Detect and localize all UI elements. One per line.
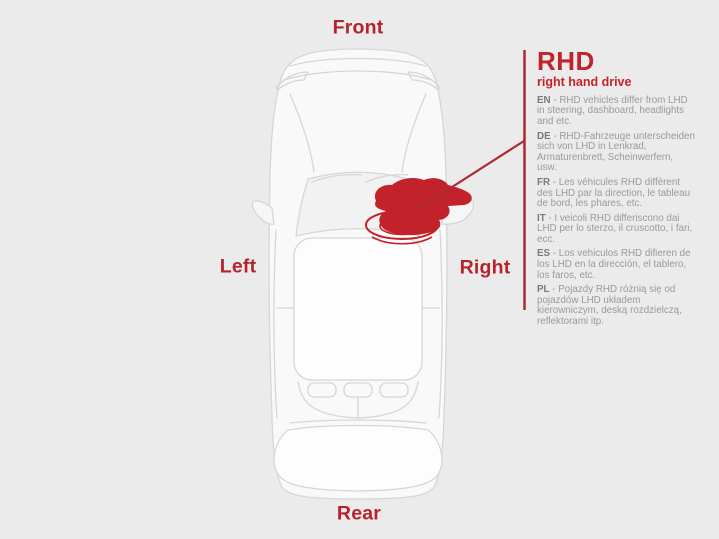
callout-title: RHD — [537, 46, 595, 76]
trunk-lid — [274, 426, 442, 492]
language-text: - Les véhicules RHD diffèrent des LHD par la direction, le tableau de bord, les phares, etc. — [537, 176, 691, 210]
language-entry — [537, 249, 695, 281]
car-top-view-diagram — [250, 46, 484, 504]
language-entry — [537, 178, 695, 210]
language-text: - RHD vehicles differ from LHD in steering, dashboard, headlights and etc. — [537, 94, 688, 127]
language-code: DE — [537, 130, 551, 142]
label-front: Front — [332, 16, 384, 39]
roof-panel — [294, 238, 422, 380]
language-entry — [537, 96, 695, 128]
label-rear: Rear — [336, 502, 382, 525]
language-entry — [537, 132, 695, 174]
label-left: Left — [219, 255, 257, 278]
rhd-callout-panel — [537, 48, 695, 332]
language-code: FR — [537, 176, 551, 188]
language-code: ES — [537, 248, 551, 260]
callout-subtitle: right hand drive — [537, 75, 632, 89]
language-text: - Los vehiculos RHD difieren de los LHD en la dirección, el tablero, los faros, etc. — [537, 248, 691, 281]
language-code: EN — [537, 94, 551, 106]
language-entry — [537, 214, 695, 246]
language-code: IT — [537, 212, 546, 224]
language-text: - Pojazdy RHD różnią się od pojazdów LHD układem kierowniczym, deską rozdzielczą, reflektorami itp. — [537, 284, 682, 328]
language-entry — [537, 285, 695, 327]
car-top-view-svg — [250, 46, 484, 504]
label-right: Right — [459, 256, 511, 279]
language-text: - RHD-Fahrzeuge unterscheiden sich von LHD in Lenkrad, Armaturenbrett, Scheinwerfern, usw. — [537, 130, 695, 174]
language-code: PL — [537, 284, 550, 296]
language-text: - I veicoli RHD differiscono dai LHD per lo sterzo, il cruscotto, i fari, ecc. — [537, 212, 693, 245]
callout-entries — [537, 96, 695, 328]
